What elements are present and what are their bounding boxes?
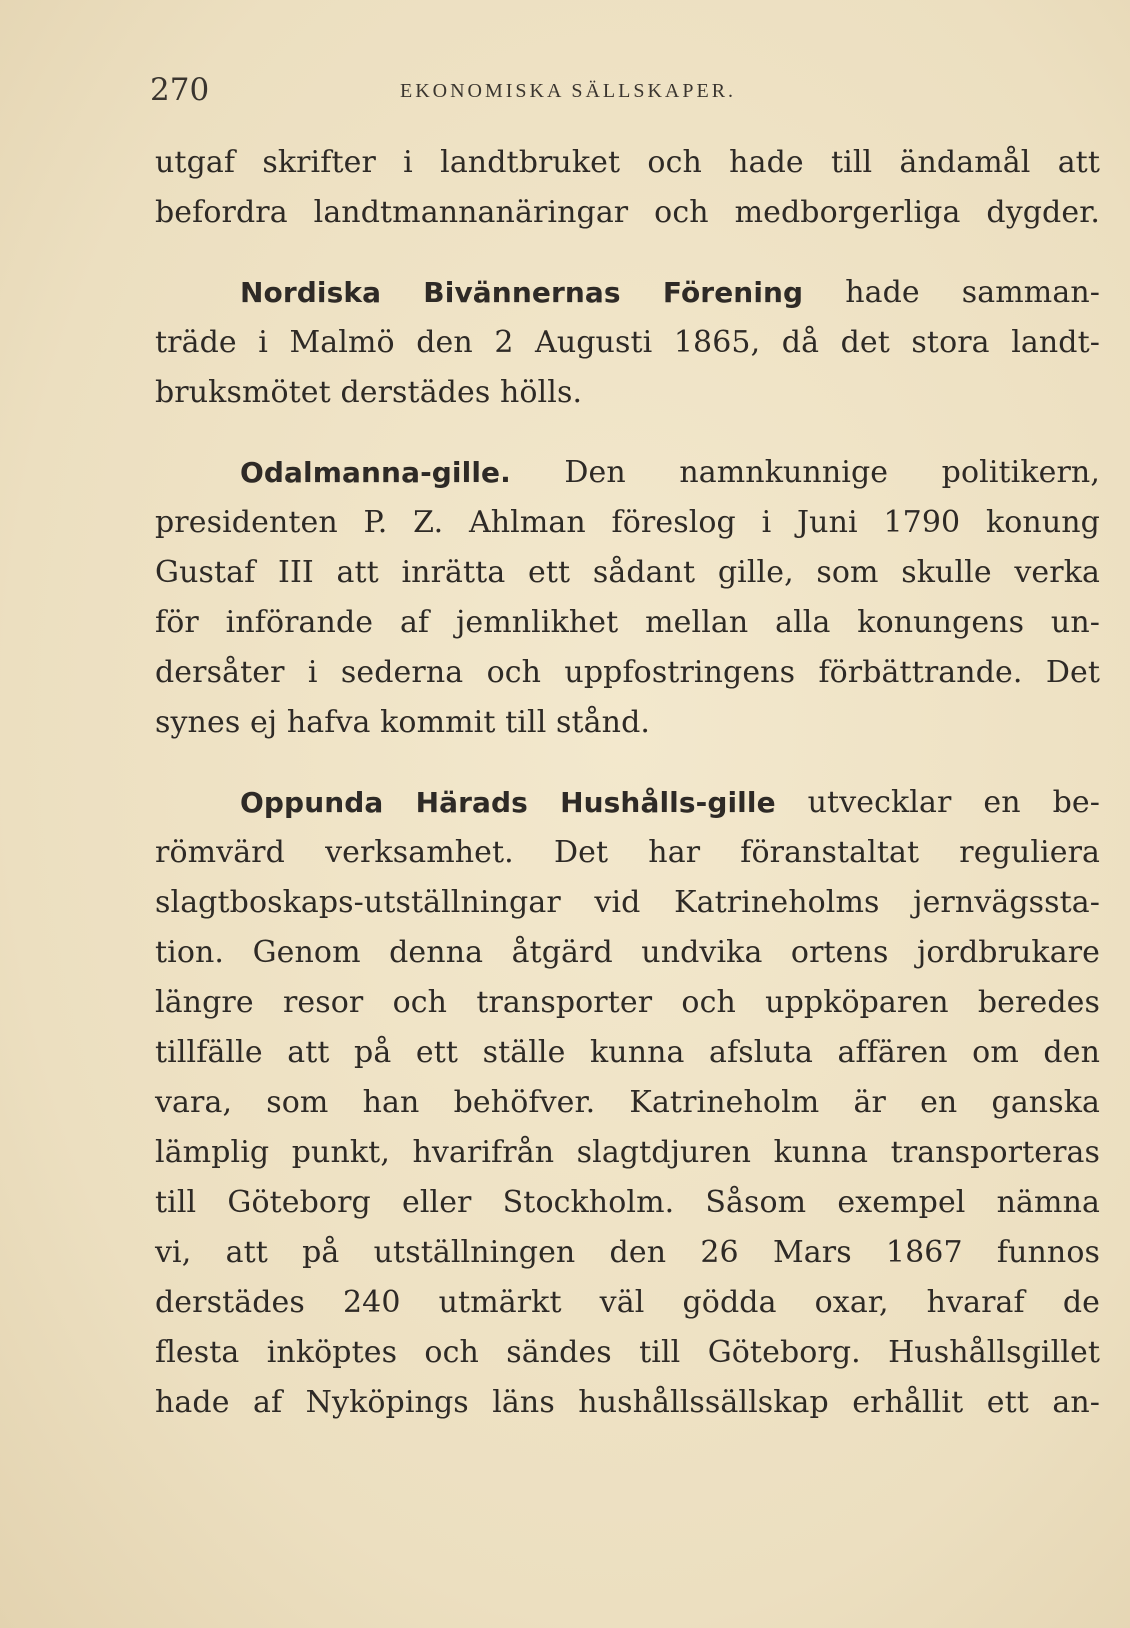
- line-text: hade af Nyköpings läns hushållssällskap erhållit ett an-: [155, 1385, 1100, 1420]
- line-text: presidenten P. Z. Ahlman föreslog i Juni 1790 konung: [155, 505, 1100, 540]
- page-header: [150, 72, 1080, 112]
- line-text: dersåter i sederna och uppfostringens förbättrande. Det: [155, 655, 1100, 690]
- text-line: [155, 698, 1100, 748]
- text-line: [155, 368, 1100, 418]
- text-line: [155, 188, 1100, 238]
- line-text: längre resor och transporter och uppköparen beredes: [155, 985, 1100, 1020]
- body-text: [155, 138, 1100, 1428]
- line-text: slagtboskaps-utställningar vid Katrineholms jernvägssta-: [155, 885, 1100, 920]
- paragraph-gap: [155, 238, 1100, 268]
- text-line: [155, 1028, 1100, 1078]
- line-text: vara, som han behöfver. Katrineholm är en ganska: [155, 1085, 1100, 1120]
- text-line: [155, 1228, 1100, 1278]
- text-line: [155, 1178, 1100, 1228]
- line-text: derstädes 240 utmärkt väl gödda oxar, hvaraf de: [155, 1285, 1100, 1320]
- line-text: bruksmötet derstädes hölls.: [155, 375, 583, 410]
- paragraph-gap: [155, 748, 1100, 778]
- line-text: Den namnkunnige politikern,: [510, 455, 1100, 490]
- text-line: [155, 598, 1100, 648]
- line-text: för införande af jemnlikhet mellan alla konungens un-: [155, 605, 1100, 640]
- running-head: EKONOMISKA SÄLLSKAPER.: [400, 80, 737, 102]
- text-line: [155, 498, 1100, 548]
- line-text: träde i Malmö den 2 Augusti 1865, då det stora landt-: [155, 325, 1100, 360]
- line-text: synes ej hafva kommit till stånd.: [155, 705, 651, 740]
- text-line: [155, 1378, 1100, 1428]
- text-line: [155, 1128, 1100, 1178]
- line-text: utvecklar en be-: [775, 785, 1100, 820]
- line-text: flesta inköptes och sändes till Göteborg. Hushållsgillet: [155, 1335, 1100, 1370]
- line-text: tillfälle att på ett ställe kunna afsluta affären om den: [155, 1035, 1100, 1070]
- text-line: [155, 648, 1100, 698]
- line-text: utgaf skrifter i landtbruket och hade till ändamål att: [155, 145, 1100, 180]
- line-text: Gustaf III att inrätta ett sådant gille, som skulle verka: [155, 555, 1100, 590]
- heading-term: Nordiska Bivännernas Förening: [240, 276, 804, 309]
- text-line: [155, 828, 1100, 878]
- line-text: befordra landtmannanäringar och medborgerliga dygder.: [155, 195, 1100, 230]
- paragraph: [155, 268, 1100, 418]
- text-line: [155, 448, 1100, 498]
- line-text: till Göteborg eller Stockholm. Såsom exempel nämna: [155, 1185, 1100, 1220]
- paragraph: [155, 138, 1100, 238]
- line-text: tion. Genom denna åtgärd undvika ortens jordbrukare: [155, 935, 1100, 970]
- paragraph: [155, 778, 1100, 1428]
- page-number: 270: [150, 72, 210, 108]
- text-line: [155, 1078, 1100, 1128]
- text-line: [155, 1278, 1100, 1328]
- text-line: [155, 548, 1100, 598]
- text-line: [155, 978, 1100, 1028]
- text-line: [155, 318, 1100, 368]
- text-line: [155, 138, 1100, 188]
- line-text: hade samman-: [803, 275, 1101, 310]
- heading-term: Oppunda Härads Hushålls-gille: [240, 786, 776, 819]
- text-line: [155, 268, 1100, 318]
- line-text: römvärd verksamhet. Det har föranstaltat reguliera: [155, 835, 1100, 870]
- text-line: [155, 878, 1100, 928]
- heading-term: Odalmanna-gille.: [240, 456, 511, 489]
- line-text: lämplig punkt, hvarifrån slagtdjuren kunna transporteras: [155, 1135, 1100, 1170]
- text-line: [155, 1328, 1100, 1378]
- paragraph-gap: [155, 418, 1100, 448]
- line-text: vi, att på utställningen den 26 Mars 1867 funnos: [155, 1235, 1100, 1270]
- text-line: [155, 928, 1100, 978]
- paragraph: [155, 448, 1100, 748]
- text-line: [155, 778, 1100, 828]
